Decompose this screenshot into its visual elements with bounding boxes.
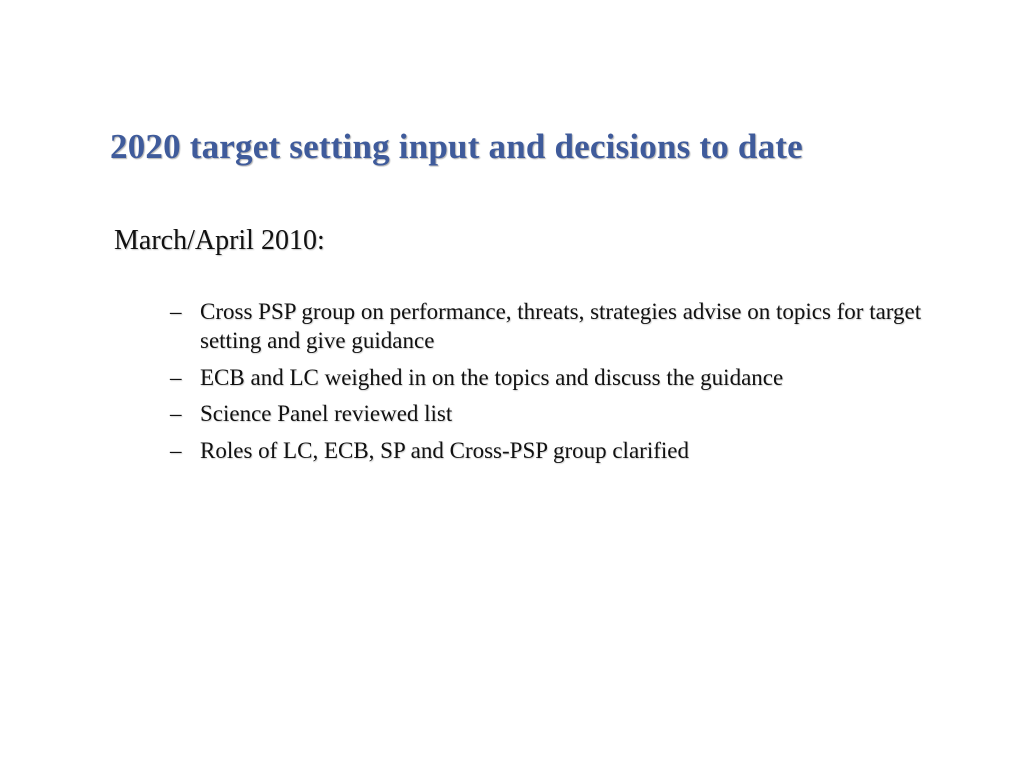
bullet-dash-icon: – bbox=[170, 299, 182, 324]
bullet-dash-icon: – bbox=[170, 401, 182, 427]
bullet-dash-icon: – bbox=[170, 364, 182, 390]
page-title: 2020 target setting input and decisions to date bbox=[110, 127, 803, 167]
list-item bbox=[112, 297, 972, 356]
bullet-list bbox=[112, 297, 972, 465]
section-heading: March/April 2010: bbox=[114, 225, 325, 256]
bullet-dash-icon: – bbox=[170, 437, 182, 463]
list-item bbox=[112, 436, 972, 465]
slide-body bbox=[112, 225, 972, 472]
list-item bbox=[112, 399, 972, 428]
list-item-text: ECB and LC weighed in on the topics and discuss the guidance bbox=[200, 364, 784, 390]
list-item-text: Cross PSP group on performance, threats, strategies advise on topics for target setting and give guidance bbox=[200, 299, 922, 354]
list-item-text: Science Panel reviewed list bbox=[200, 401, 453, 427]
list-item-text: Roles of LC, ECB, SP and Cross-PSP group clarified bbox=[200, 437, 689, 463]
list-item bbox=[112, 363, 972, 392]
